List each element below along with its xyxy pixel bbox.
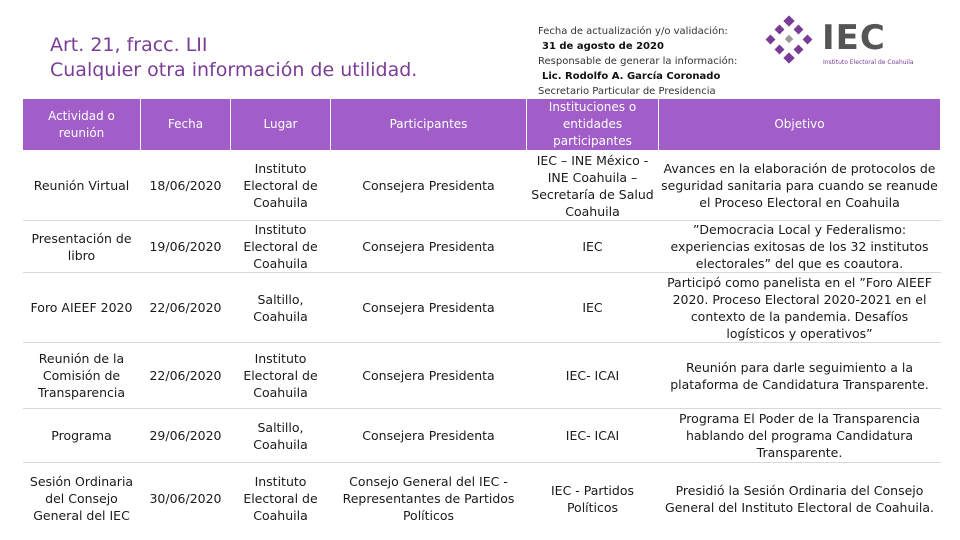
header-objective: Objetivo xyxy=(659,99,941,151)
cell-participants: Consejo General del IEC - Representantes de Partidos Políticos xyxy=(342,474,515,524)
cell-place: Instituto Electoral de Coahuila xyxy=(231,221,331,273)
cell-participants: Consejera Presidenta xyxy=(331,409,527,463)
cell-activity: Foro AIEEF 2020 xyxy=(23,273,141,343)
header-date: Fecha xyxy=(141,99,231,151)
cell-objective: Reunión para darle seguimiento a la plataforma de Candidatura Transparente. xyxy=(659,343,941,409)
cell-date: 18/06/2020 xyxy=(141,151,231,221)
cell-objective: ”Democracia Local y Federalismo: experiencias exitosas de los 32 institutos electorales” del que es coautora. xyxy=(659,221,941,273)
update-info xyxy=(538,24,737,99)
cell-institutions: IEC – INE México -INE Coahuila – Secretaría de Salud Coahuila xyxy=(527,151,659,221)
cell-participants: Consejera Presidenta xyxy=(331,151,527,221)
cell-place: Instituto Electoral de Coahuila xyxy=(231,151,331,221)
cell-participants: Consejera Presidenta xyxy=(331,221,527,273)
cell-place: Saltillo, Coahuila xyxy=(231,273,331,343)
cell-institutions: IEC- ICAI xyxy=(527,343,659,409)
cell-activity: Sesión Ordinaria del Consejo General del IEC xyxy=(29,474,134,524)
cell-place: Instituto Electoral de Coahuila xyxy=(231,343,331,409)
cell-objective: Avances en la elaboración de protocolos de seguridad sanitaria para cuando se reanude el Proceso Electoral en Coahuila xyxy=(659,151,941,221)
header-institutions: Instituciones o entidades participantes xyxy=(527,99,659,151)
cell-objective: Programa El Poder de la Transparencia hablando del programa Candidatura Transparente. xyxy=(659,409,941,463)
cell-activity: Presentación de libro xyxy=(23,221,141,273)
iec-logo xyxy=(760,14,920,74)
header-place: Lugar xyxy=(231,99,331,151)
page-title xyxy=(50,33,417,83)
header-activity: Actividad o reunión xyxy=(23,99,141,151)
table-row xyxy=(23,409,941,463)
update-date: 31 de agosto de 2020 xyxy=(542,41,664,52)
cell-date: 29/06/2020 xyxy=(141,409,231,463)
cell-institutions: IEC- ICAI xyxy=(527,409,659,463)
cell-activity: Programa xyxy=(23,409,141,463)
responsible-label: Responsable de generar la información: xyxy=(538,56,738,67)
cell-date: 19/06/2020 xyxy=(141,221,231,273)
cell-institutions: IEC xyxy=(527,221,659,273)
cell-date: 22/06/2020 xyxy=(141,273,231,343)
table-row xyxy=(23,273,941,343)
responsible-name: Lic. Rodolfo A. García Coronado xyxy=(542,71,721,82)
cell-participants: Consejera Presidenta xyxy=(331,273,527,343)
table-row xyxy=(23,343,941,409)
cell-activity: Reunión Virtual xyxy=(23,151,141,221)
responsible-title: Secretario Particular de Presidencia xyxy=(538,86,716,97)
table-header-row xyxy=(23,99,941,151)
cell-activity: Reunión de la Comisión de Transparencia xyxy=(23,343,141,409)
cell-date: 22/06/2020 xyxy=(141,343,231,409)
table-row xyxy=(23,221,941,273)
logo-text: IEC xyxy=(822,18,886,58)
cell-objective: Presidió la Sesión Ordinaria del Consejo General del Instituto Electoral de Coahuila. xyxy=(665,482,934,515)
title-line-2: Cualquier otra información de utilidad. xyxy=(50,59,418,81)
table-row xyxy=(23,151,941,221)
title-line-1: Art. 21, fracc. LII xyxy=(50,34,208,56)
cell-institutions: IEC - Partidos Políticos xyxy=(550,482,634,515)
header-participants: Participantes xyxy=(331,99,527,151)
table-row xyxy=(23,463,941,535)
cell-place: Saltillo, Coahuila xyxy=(231,409,331,463)
cell-institutions: IEC xyxy=(527,273,659,343)
logo-subtitle: Instituto Electoral de Coahuila xyxy=(823,59,914,66)
cell-date: 30/06/2020 xyxy=(149,491,222,507)
cell-place: Instituto Electoral de Coahuila xyxy=(243,474,318,524)
iec-logo-icon xyxy=(760,14,818,72)
update-label: Fecha de actualización y/o validación: xyxy=(538,26,728,37)
activities-table xyxy=(22,98,941,535)
cell-objective: Participó como panelista en el ”Foro AIEEF 2020. Proceso Electoral 2020-2021 en el contexto de la pandemia. Desafíos logísticos y operativos” xyxy=(659,273,941,343)
cell-participants: Consejera Presidenta xyxy=(331,343,527,409)
